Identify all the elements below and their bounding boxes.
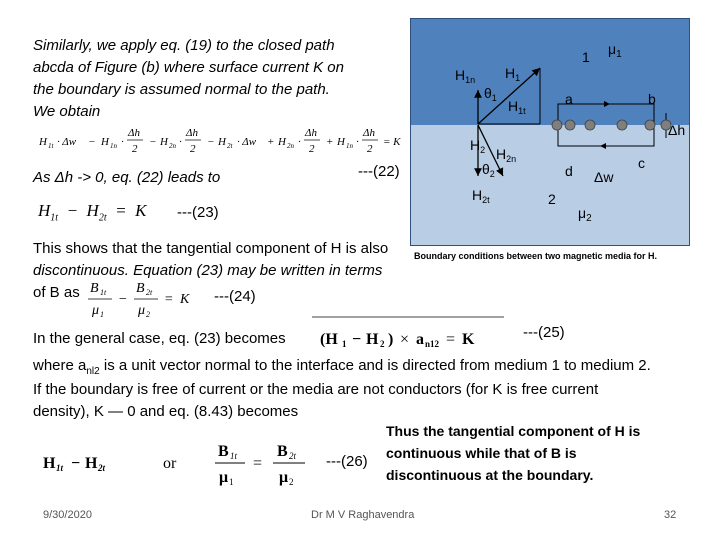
medium1-label: 1 [582,49,590,65]
svg-text:−: − [88,136,96,148]
equation-25-graphic [310,314,510,354]
h1t-label: $H_{1t}$ [508,98,526,116]
corner-c-label: c [638,155,645,171]
svg-text:2: 2 [380,339,385,349]
svg-text:K: K [180,292,190,307]
svg-text:Δh: Δh [186,127,198,139]
svg-text:=: = [253,455,263,472]
svg-text:2: 2 [367,143,373,155]
intro-line: We obtain [33,103,101,120]
svg-text:μ: μ [138,303,146,318]
equation-24-graphic [86,276,206,320]
mu2-label: $\mu_2$ [578,205,592,224]
svg-text:a: a [416,331,424,348]
boundary-figure [410,18,690,246]
figure-caption: Boundary conditions between two magnetic media for H. [414,251,658,261]
svg-text:1t: 1t [100,288,107,297]
svg-text:μ: μ [279,469,289,486]
svg-text:−: − [207,136,215,148]
svg-text:n12: n12 [425,339,440,349]
equation-22-graphic [33,124,408,158]
svg-text:1n: 1n [346,142,353,150]
eq25-tag: ---(25) [523,324,565,341]
svg-text:B: B [277,443,288,460]
svg-text:+: + [267,136,275,148]
para3-line: discontinuous. Equation (23) may be written in terms [33,262,383,279]
svg-text:−: − [352,331,362,348]
eq23-tag: ---(23) [177,204,219,221]
svg-text:or: or [163,455,177,472]
h1-label: $H_1$ [505,65,521,83]
svg-text:B: B [90,281,99,296]
svg-text:·: · [356,136,359,148]
svg-text:2t: 2t [146,288,153,297]
limit-paragraph: As Δh -> 0, eq. (22) leads to [33,169,221,186]
footer-author: Dr M V Raghavendra [311,509,415,521]
general-case-text: In the general case, eq. (23) becomes [33,330,286,347]
svg-text:2: 2 [309,143,315,155]
svg-text:+: + [326,136,334,148]
svg-text:2: 2 [190,143,196,155]
svg-text:H: H [218,136,226,148]
theta1-label: $\theta_1$ [484,85,497,103]
svg-text:Δh: Δh [128,127,140,139]
svg-text:H: H [278,136,286,148]
dw-label: Δw [594,169,614,185]
svg-text:·: · [121,136,124,148]
svg-text:μ: μ [92,303,100,318]
intro-paragraph [33,35,344,123]
para3-line: This shows that the tangential component of H is also [33,240,389,257]
para5-line1-rest: is a unit vector normal to the interface and is directed from medium 1 to medium 2. [99,357,651,374]
svg-text:H: H [39,136,47,148]
svg-text:2n: 2n [287,142,294,150]
svg-text:· Δw: · Δw [237,136,257,148]
eq22-tag: ---(22) [358,163,400,180]
svg-text:1t: 1t [48,142,54,150]
svg-text:H: H [101,136,109,148]
conclusion-line: discontinuous at the boundary. [386,467,594,483]
svg-text:2t: 2t [227,142,233,150]
mu1-label: $\mu_1$ [608,41,622,60]
svg-text:·: · [179,136,182,148]
svg-text:1: 1 [100,310,104,319]
h1n-label: $H_{1n}$ [455,67,476,85]
svg-text:−: − [149,136,157,148]
medium2-region [410,125,690,246]
svg-text:Δh: Δh [305,127,317,139]
equation-25 [310,314,510,359]
svg-text:=: = [446,331,456,348]
h2-label: $H_2$ [470,137,486,155]
svg-text:−: − [71,455,81,472]
equation-26 [33,438,323,493]
svg-text:2: 2 [289,477,294,487]
conclusion-paragraph [386,420,640,486]
h2t-label: $H_{2t}$ [472,187,490,205]
svg-text:2n: 2n [169,142,176,150]
svg-text:): ) [388,331,394,348]
intro-line: Similarly, we apply eq. (19) to the closed path [33,37,335,54]
svg-text:1: 1 [229,477,234,487]
conclusion-line: continuous while that of B is [386,445,577,461]
svg-text:B: B [136,281,145,296]
theta2-label: $\theta_2$ [482,161,495,179]
svg-text:1: 1 [342,339,347,349]
intro-line: the boundary is assumed normal to the path. [33,81,330,98]
svg-text:−: − [118,292,128,307]
dh-label: Δh [668,122,686,138]
medium2-label: 2 [548,191,556,207]
equation-26-graphic [33,438,323,488]
corner-b-label: b [648,91,656,107]
svg-text:B: B [218,443,229,460]
boundary-figure-graphic [410,18,690,246]
svg-text:2: 2 [146,310,150,319]
corner-a-label: a [565,91,573,107]
svg-text:μ: μ [219,469,229,486]
svg-text:2: 2 [132,143,138,155]
para5-line1: where a [33,357,87,374]
svg-text:2t: 2t [289,451,297,461]
medium1-region [410,18,690,125]
corner-d-label: d [565,163,573,179]
svg-text:· Δw: · Δw [57,136,77,148]
svg-text:H: H [160,136,168,148]
intro-line: abcda of Figure (b) where surface current K on [33,59,344,76]
svg-text:H: H [85,455,98,472]
equation-24 [86,276,206,325]
svg-text:=: = [164,292,174,307]
density-line: density), K — 0 and eq. (8.43) becomes [33,403,299,420]
para5-line1-sub: nl2 [86,366,100,377]
svg-text:Δh: Δh [363,127,375,139]
free-current-line: If the boundary is free of current or the media are not conductors (for K is free current [33,381,599,398]
svg-text:×: × [400,331,410,348]
svg-text:1n: 1n [110,142,117,150]
footer-date: 9/30/2020 [43,509,92,521]
h2n-label: $H_{2n}$ [496,146,517,164]
svg-text:1t: 1t [56,463,64,473]
para3-line: of B as [33,284,80,301]
svg-text:1t: 1t [230,451,238,461]
equation-22 [33,124,408,158]
svg-text:H: H [366,331,379,348]
svg-text:H: H [337,136,345,148]
svg-text:= K: = K [383,136,401,148]
equation-23: $H_{1t} - H_{2t} = K$ [38,201,147,224]
svg-text:2t: 2t [98,463,106,473]
svg-text:K: K [462,331,475,348]
conclusion-line: Thus the tangential component of H is [386,423,641,439]
page-number: 32 [664,509,677,521]
svg-text:·: · [298,136,301,148]
svg-text:H: H [43,455,56,472]
eq26-tag: ---(26) [326,453,368,470]
eq24-tag: ---(24) [214,288,256,305]
svg-text:(H: (H [320,331,338,348]
